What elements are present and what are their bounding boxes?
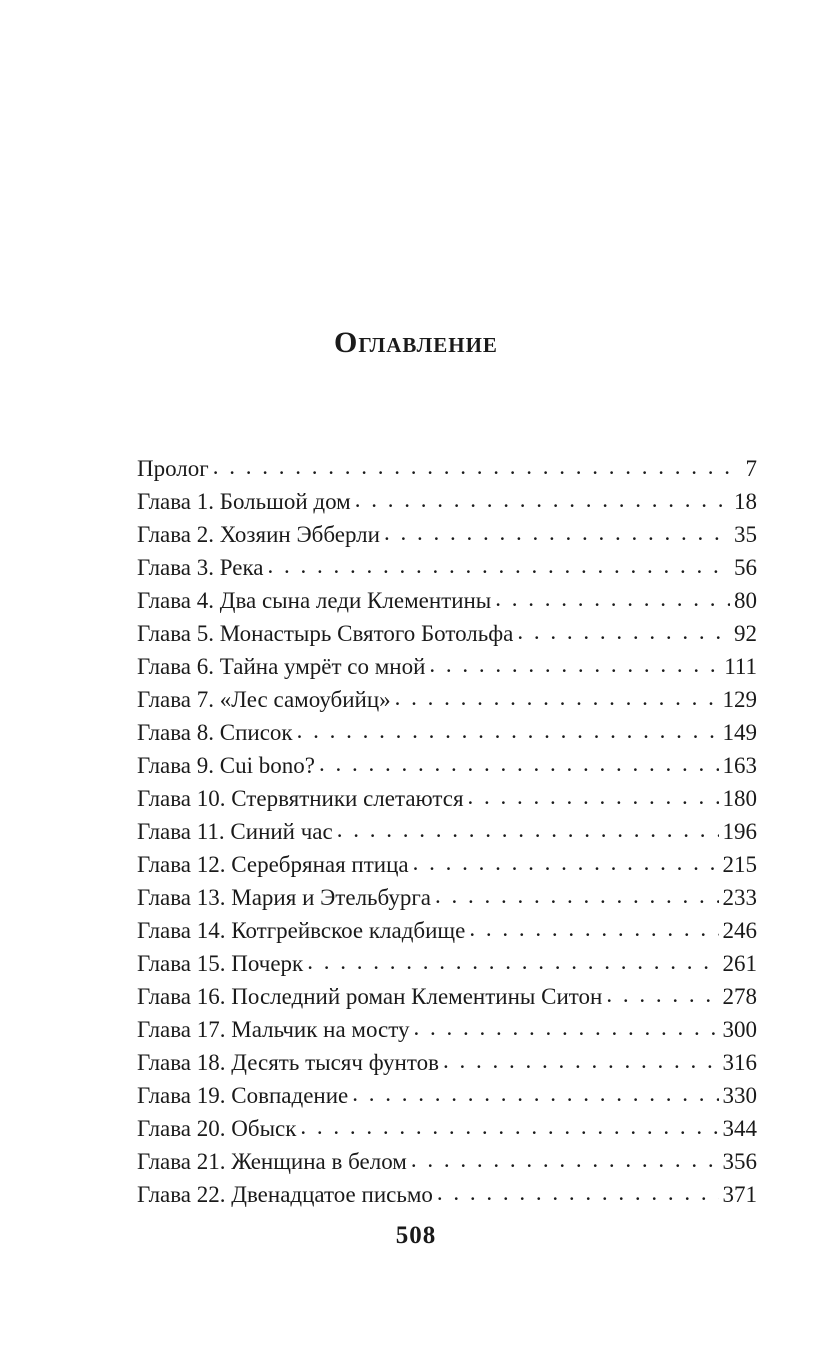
toc-entry-page: 330 [722,1083,757,1108]
toc-entry [137,617,757,650]
toc-entry-page: 111 [724,654,757,679]
toc-entry-page: 278 [722,984,757,1009]
dot-leader [437,1176,719,1209]
toc-entry [137,1079,757,1112]
dot-leader [352,1077,718,1110]
toc-entry [137,782,757,815]
toc-entry [137,485,757,518]
toc-entry [137,551,757,584]
dot-leader [297,714,719,747]
toc-entry [137,452,757,485]
dot-leader [384,516,730,549]
dot-leader [443,1044,719,1077]
toc-entry-page: 215 [722,852,757,877]
toc-entry [137,749,757,782]
toc-entry-label: Глава 1. Большой дом [137,489,351,514]
toc-entry-page: 300 [722,1017,757,1042]
dot-leader [355,483,730,516]
toc-entry-label: Глава 21. Женщина в белом [137,1149,407,1174]
toc-entry-label: Глава 12. Серебряная птица [137,852,409,877]
toc-entry-page: 80 [734,588,757,613]
toc-entry-label: Глава 11. Синий час [137,819,333,844]
toc-entry [137,716,757,749]
toc-entry-page: 92 [734,621,757,646]
toc-entry [137,1046,757,1079]
toc-entry-label: Глава 16. Последний роман Клементины Ситон [137,984,603,1009]
dot-leader [517,615,730,648]
toc-entry-page: 18 [734,489,757,514]
toc-entry [137,683,757,716]
toc-entry-page: 196 [722,819,757,844]
toc-entry-label: Пролог [137,456,209,481]
toc-entry-label: Глава 5. Монастырь Святого Ботольфа [137,621,514,646]
dot-leader [411,1143,719,1176]
toc-entry-page: 356 [722,1149,757,1174]
toc-entry [137,1178,757,1211]
dot-leader [213,450,742,483]
toc-entry-page: 56 [734,555,757,580]
toc-entry [137,1112,757,1145]
dot-leader [307,945,718,978]
dot-leader [337,813,719,846]
toc-entry-label: Глава 2. Хозяин Эбберли [137,522,380,547]
toc-entry-page: 261 [722,951,757,976]
toc-entry-page: 180 [722,786,757,811]
toc-entry [137,914,757,947]
toc-entry-page: 35 [734,522,757,547]
dot-leader [469,912,718,945]
dot-leader [429,648,720,681]
page-number: 508 [395,1222,437,1249]
toc-entry-page: 7 [745,456,757,481]
toc-entry-label: Глава 10. Стервятники слетаются [137,786,464,811]
dot-leader [435,879,718,912]
toc-entry-page: 149 [722,720,757,745]
toc-entry-label: Глава 7. «Лес самоубийц» [137,687,391,712]
toc-entry-label: Глава 14. Котгрейвское кладбище [137,918,466,943]
toc-entry [137,650,757,683]
dot-leader [319,747,719,780]
toc-entry [137,518,757,551]
toc-entry [137,584,757,617]
toc-entry-label: Глава 4. Два сына леди Клементины [137,588,492,613]
toc-entry [137,815,757,848]
toc-entry [137,980,757,1013]
toc-entry-page: 129 [722,687,757,712]
toc-entry-label: Глава 15. Почерк [137,951,304,976]
dot-leader [414,1011,719,1044]
toc-entry-label: Глава 20. Обыск [137,1116,297,1141]
toc-entry-label: Глава 8. Список [137,720,293,745]
dot-leader [395,681,719,714]
toc-entry-page: 233 [722,885,757,910]
toc-entry-label: Глава 3. Река [137,555,264,580]
toc-entry-label: Глава 22. Двенадцатое письмо [137,1182,433,1207]
dot-leader [468,780,719,813]
dot-leader [495,582,730,615]
table-of-contents [137,452,757,1211]
toc-entry-page: 246 [722,918,757,943]
dot-leader [606,978,718,1011]
toc-entry-page: 371 [722,1182,757,1207]
toc-entry-label: Глава 13. Мария и Этельбурга [137,885,432,910]
toc-entry [137,881,757,914]
toc-entry-label: Глава 9. Cui bono? [137,753,315,778]
toc-entry [137,1145,757,1178]
dot-leader [268,549,731,582]
toc-entry [137,1013,757,1046]
toc-entry-page: 344 [722,1116,757,1141]
toc-entry-page: 163 [722,753,757,778]
toc-entry-label: Глава 6. Тайна умрёт со мной [137,654,426,679]
toc-entry [137,947,757,980]
dot-leader [300,1110,718,1143]
toc-entry-label: Глава 17. Мальчик на мосту [137,1017,410,1042]
page-title: Оглавление [334,326,498,359]
toc-entry [137,848,757,881]
dot-leader [413,846,719,879]
toc-entry-page: 316 [722,1050,757,1075]
toc-entry-label: Глава 18. Десять тысяч фунтов [137,1050,439,1075]
toc-entry-label: Глава 19. Совпадение [137,1083,349,1108]
